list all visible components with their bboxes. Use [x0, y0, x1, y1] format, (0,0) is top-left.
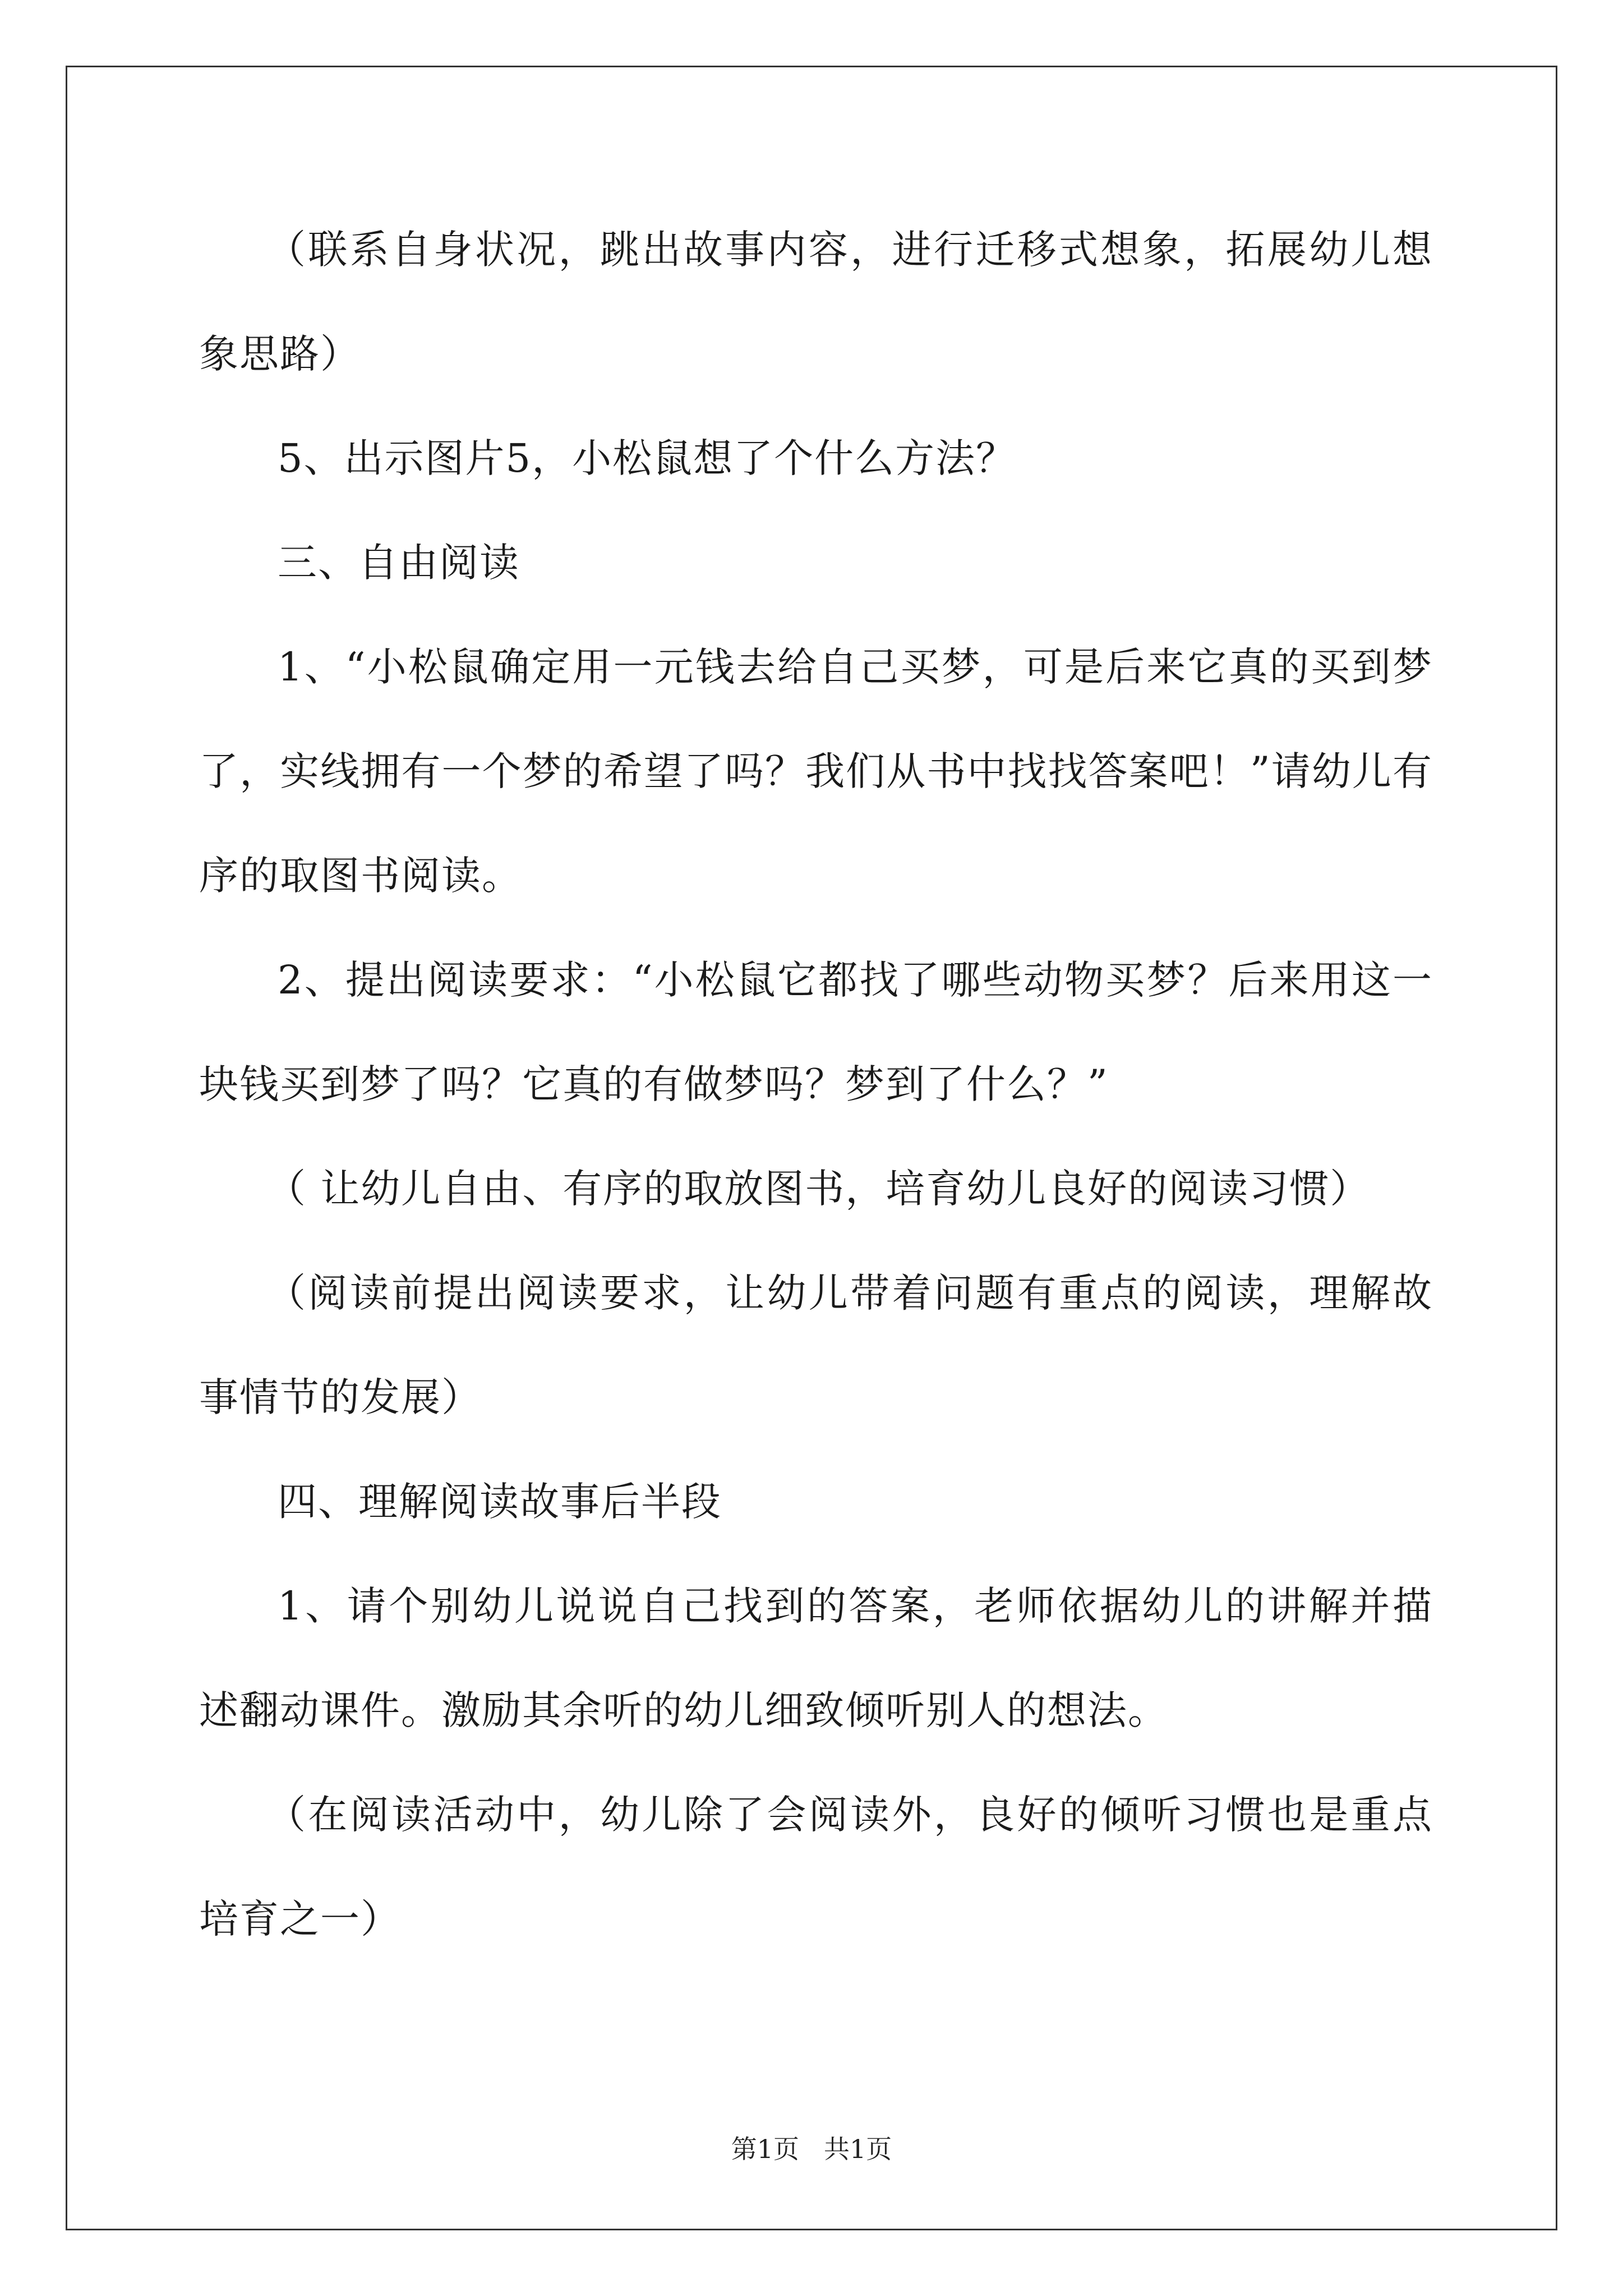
section-heading-4: 四、理解阅读故事后半段	[278, 1479, 722, 1525]
paragraph-4: 2、提出阅读要求：“小松鼠它都找了哪些动物买梦？后来用这一块钱买到梦了吗？它真的有做梦吗？梦到了什么？”	[199, 957, 1433, 1107]
page-total: 共1页	[823, 2134, 892, 2164]
paragraph-2: 5、出示图片5，小松鼠想了个什么方法？	[278, 435, 1017, 481]
paragraph-8: （在阅读活动中，幼儿除了会阅读外，良好的倾听习惯也是重点培育之一）	[199, 1792, 1433, 1942]
paragraph-5: （ 让幼儿自由、有序的取放图书，培育幼儿良好的阅读习惯）	[266, 1166, 1371, 1212]
paragraph-6: （阅读前提出阅读要求，让幼儿带着问题有重点的阅读，理解故事情节的发展）	[199, 1270, 1433, 1420]
section-heading-3: 三、自由阅读	[278, 540, 520, 586]
paragraph-3: 1、“小松鼠确定用一元钱去给自己买梦，可是后来它真的买到梦了，实线拥有一个梦的希望了吗？我们从书中找找答案吧！”请幼儿有序的取图书阅读。	[199, 644, 1433, 899]
paragraph-7: 1、请个别幼儿说说自己找到的答案，老师依据幼儿的讲解并描述翻动课件。激励其余听的幼儿细致倾听别人的想法。	[199, 1583, 1433, 1733]
page-number: 第1页	[731, 2134, 800, 2164]
page-footer	[0, 2129, 1623, 2166]
paragraph-1: （联系自身状况，跳出故事内容，进行迁移式想象，拓展幼儿想象思路）	[199, 227, 1433, 377]
